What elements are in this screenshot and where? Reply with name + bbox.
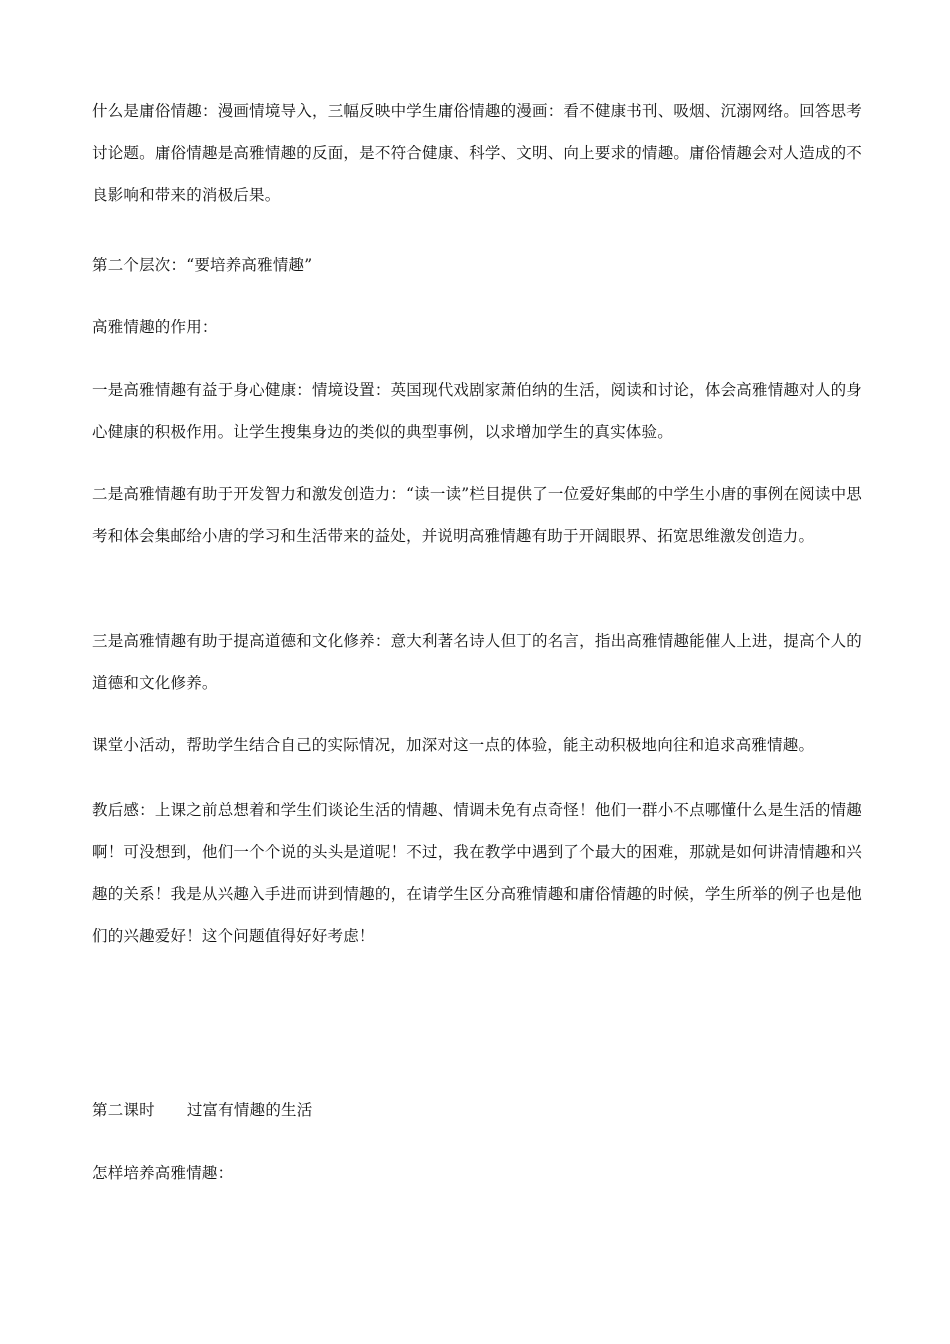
paragraph-reflection: 教后感：上课之前总想着和学生们谈论生活的情趣、情调未免有点奇怪！他们一群小不点哪懂什么是生活的情趣啊！可没想到，他们一个个说的头头是道呢！不过，我在教学中遇到了个最大的困难，那就是如何讲清情趣和兴趣的关系！我是从兴趣入手进而讲到情趣的，在请学生区分高雅情趣和庸俗情趣的时候，学生所举的例子也是他们的兴趣爱好！这个问题值得好好考虑！	[92, 801, 862, 945]
paragraph-creativity-benefit: 二是高雅情趣有助于开发智力和激发创造力：“读一读”栏目提供了一位爱好集邮的中学生小唐的事例在阅读中思考和体会集邮给小唐的学习和生活带来的益处，并说明高雅情趣有助于开阔眼界、拓宽思维激发创造力。	[92, 485, 862, 545]
paragraph-morality-benefit: 三是高雅情趣有助于提高道德和文化修养：意大利著名诗人但丁的名言，指出高雅情趣能催人上进，提高个人的道德和文化修养。	[92, 632, 862, 692]
paragraph-vulgar-interests: 什么是庸俗情趣：漫画情境导入，三幅反映中学生庸俗情趣的漫画：看不健康书刊、吸烟、沉溺网络。回答思考讨论题。庸俗情趣是高雅情趣的反面，是不符合健康、科学、文明、向上要求的情趣。庸俗情趣会对人造成的不良影响和带来的消极后果。	[92, 102, 862, 204]
lesson-period: 第二课时	[92, 1101, 155, 1119]
paragraph-elegant-interests-role: 高雅情趣的作用：	[92, 318, 218, 336]
paragraph-class-activity: 课堂小活动，帮助学生结合自己的实际情况，加深对这一点的体验，能主动积极地向往和追求高雅情趣。	[92, 736, 815, 754]
paragraph-health-benefit: 一是高雅情趣有益于身心健康：情境设置：英国现代戏剧家萧伯纳的生活，阅读和讨论，体会高雅情趣对人的身心健康的积极作用。让学生搜集身边的类似的典型事例，以求增加学生的真实体验。	[92, 381, 862, 441]
paragraph-second-level-heading: 第二个层次：“要培养高雅情趣”	[92, 256, 313, 274]
lesson-title: 过富有情趣的生活	[186, 1101, 313, 1119]
lesson-heading	[92, 1089, 862, 1131]
paragraph-how-to-cultivate: 怎样培养高雅情趣：	[92, 1164, 234, 1182]
